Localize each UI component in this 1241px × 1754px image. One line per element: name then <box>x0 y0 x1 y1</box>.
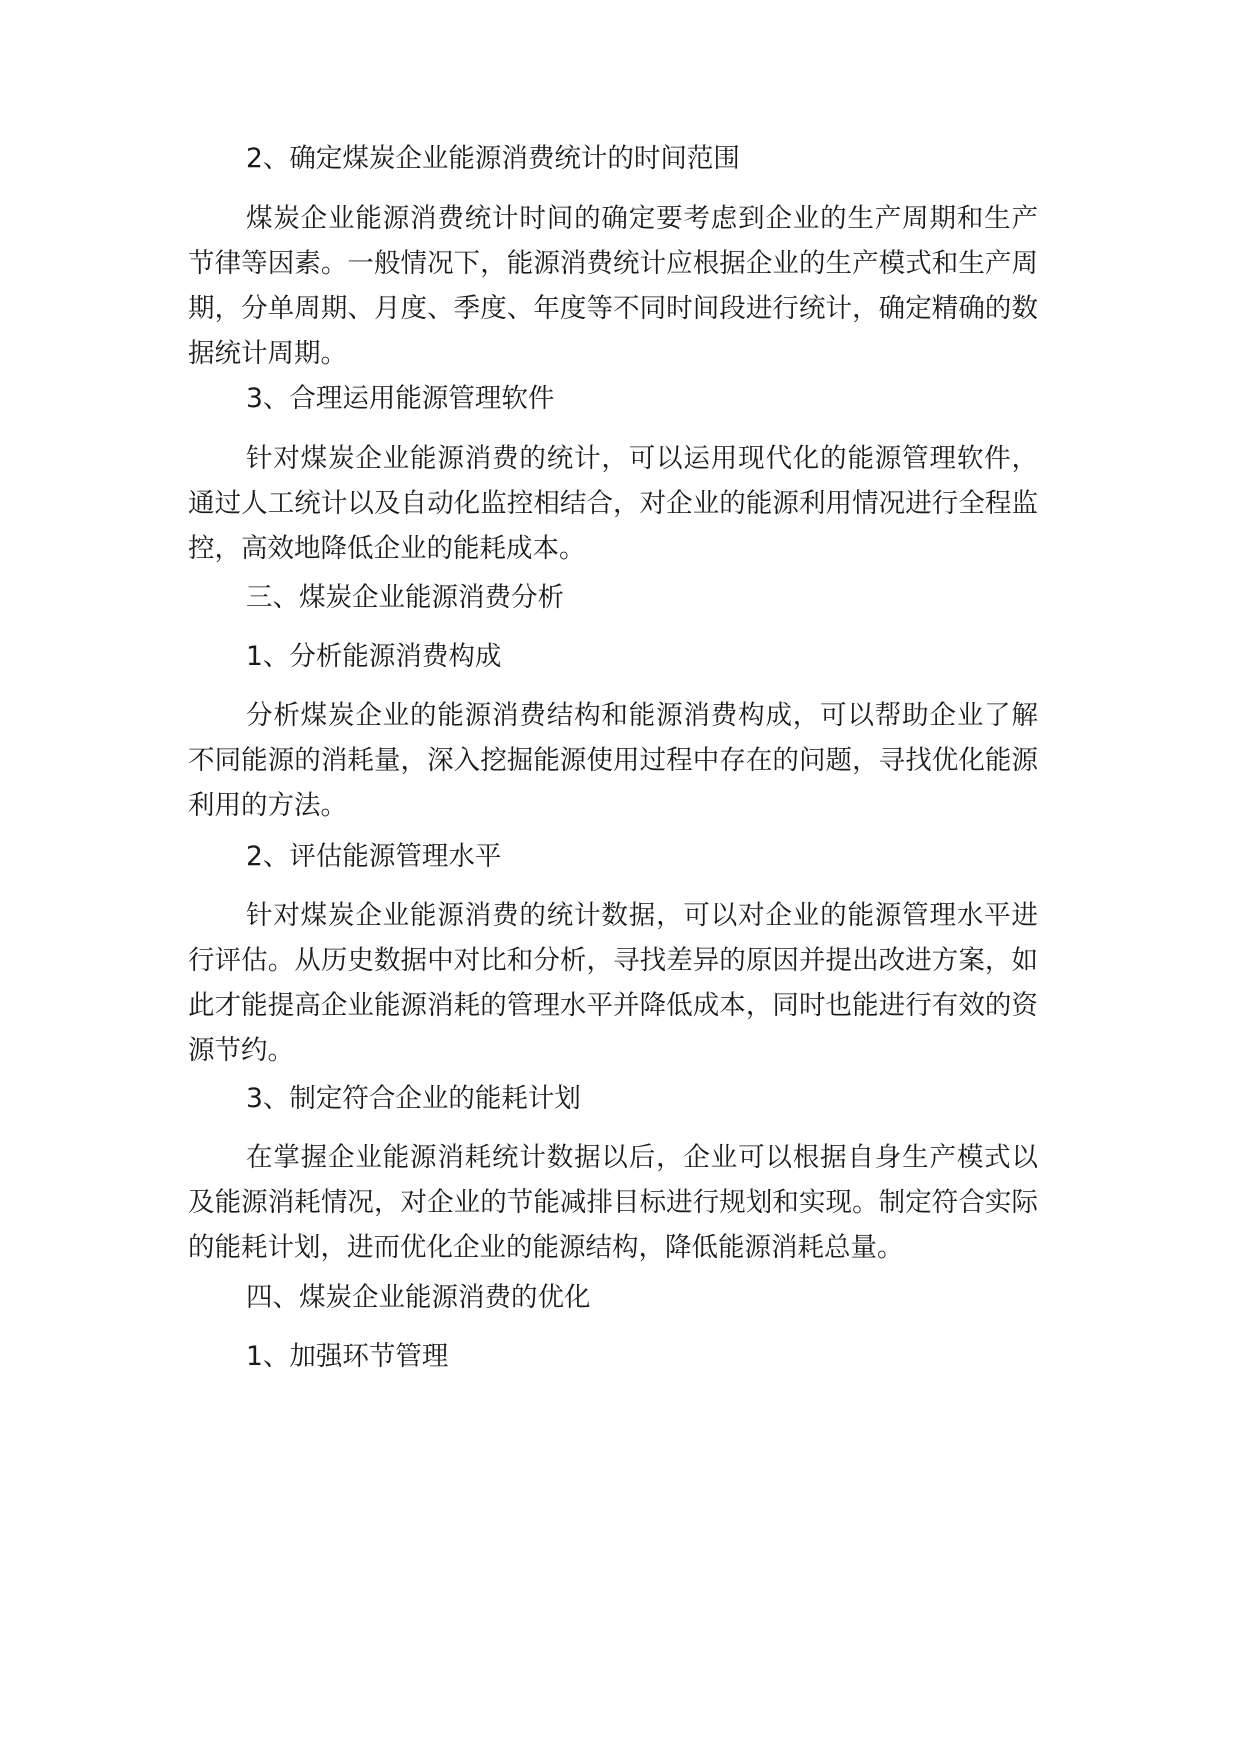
body-paragraph: 针对煤炭企业能源消费的统计数据，可以对企业的能源管理水平进行评估。从历史数据中对比和分析，寻找差异的原因并提出改进方案，如此才能提高企业能源消耗的管理水平并降低成本，同时也能进行有效的资源节约。 <box>188 900 1038 1066</box>
section-heading: 1、分析能源消费构成 <box>246 641 502 672</box>
section-heading: 2、评估能源管理水平 <box>246 841 502 872</box>
body-paragraph: 在掌握企业能源消耗统计数据以后，企业可以根据自身生产模式以及能源消耗情况，对企业的节能减排目标进行规划和实现。制定符合实际的能耗计划，进而优化企业的能源结构，降低能源消耗总量。 <box>188 1142 1038 1263</box>
body-paragraph: 煤炭企业能源消费统计时间的确定要考虑到企业的生产周期和生产节律等因素。一般情况下，能源消费统计应根据企业的生产模式和生产周期，分单周期、月度、季度、年度等不同时间段进行统计，确定精确的数据统计周期。 <box>188 203 1038 369</box>
chapter-heading: 三、煤炭企业能源消费分析 <box>246 582 564 613</box>
document-page <box>188 0 1038 1754</box>
section-heading: 1、加强环节管理 <box>246 1341 449 1372</box>
section-heading: 3、合理运用能源管理软件 <box>246 383 555 414</box>
section-heading: 2、确定煤炭企业能源消费统计的时间范围 <box>246 143 740 174</box>
body-paragraph: 针对煤炭企业能源消费的统计，可以运用现代化的能源管理软件，通过人工统计以及自动化监控相结合，对企业的能源利用情况进行全程监控，高效地降低企业的能耗成本。 <box>188 443 1038 564</box>
chapter-heading: 四、煤炭企业能源消费的优化 <box>246 1282 591 1313</box>
section-heading: 3、制定符合企业的能耗计划 <box>246 1083 581 1114</box>
body-paragraph: 分析煤炭企业的能源消费结构和能源消费构成，可以帮助企业了解不同能源的消耗量，深入挖掘能源使用过程中存在的问题，寻找优化能源利用的方法。 <box>188 700 1038 821</box>
